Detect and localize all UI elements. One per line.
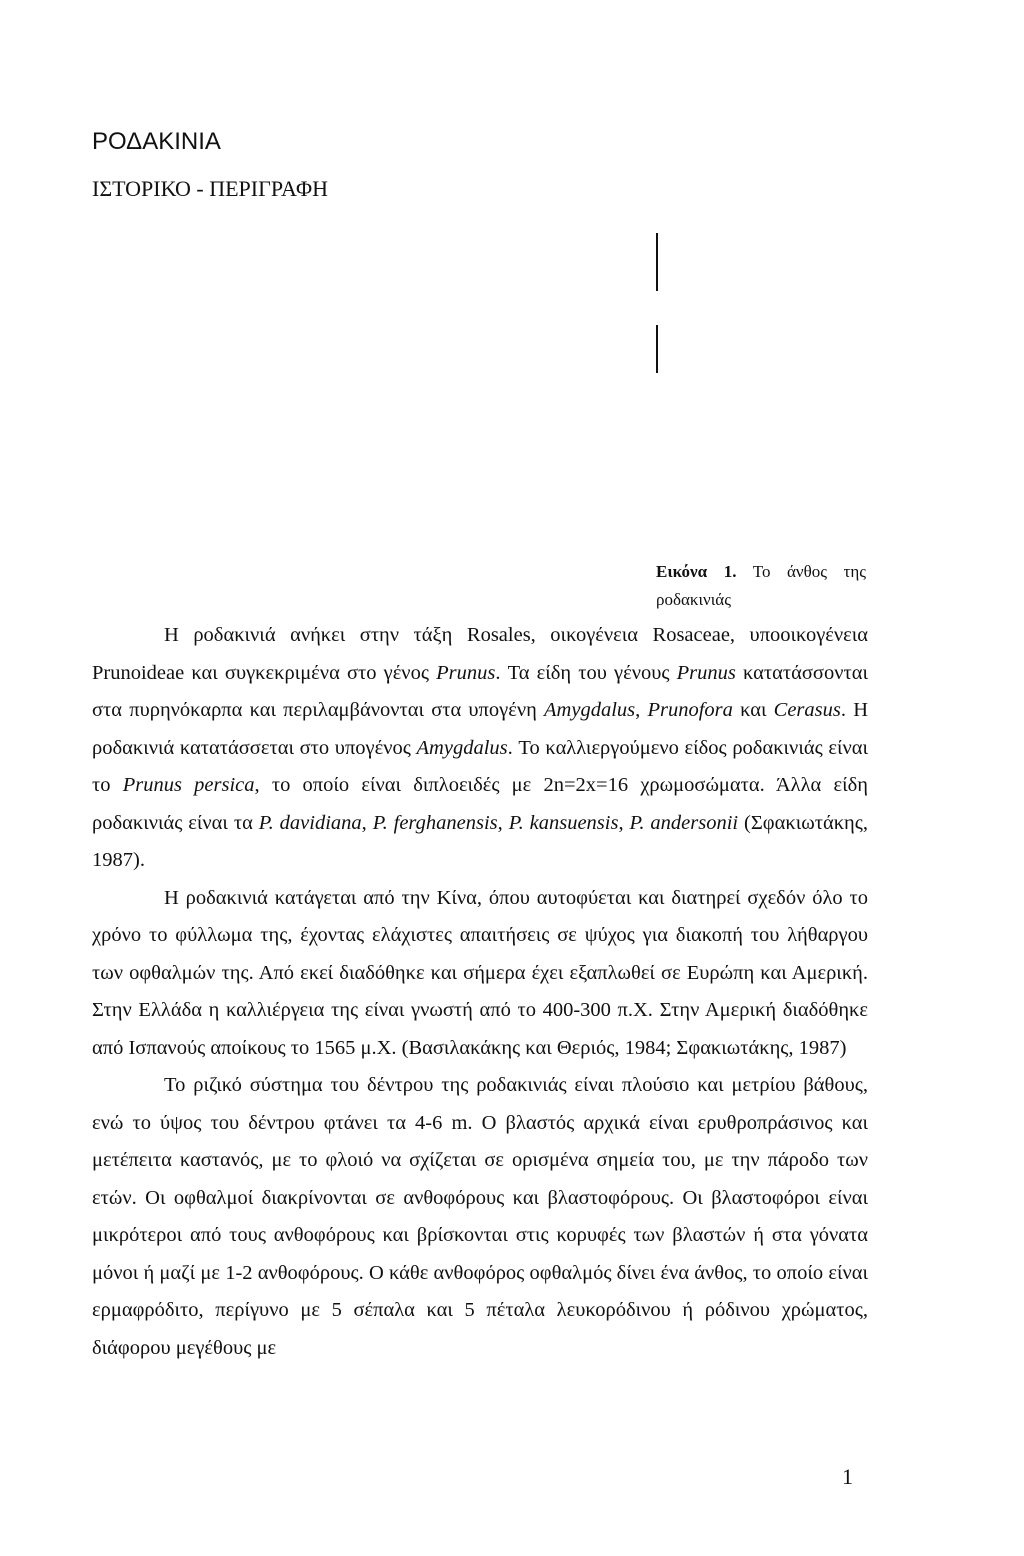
- paragraph-2: Η ροδακινιά κατάγεται από την Κίνα, όπου αυτοφύεται και διατηρεί σχεδόν όλο το χρόνο το φύλλωμα της, έχοντας ελάχιστες απαιτήσεις σε ψύχος για διακοπή του λήθαργου των οφθαλμών της. Από εκεί διαδόθηκε και σήμερα έχει εξαπλωθεί σε Ευρώπη και Αμερική. Στην Ελλάδα η καλλιέργεια της είναι γνωστή από το 400-300 π.Χ. Στην Αμερική διαδόθηκε από Ισπανούς αποίκους το 1565 μ.Χ. (Βασιλακάκης και Θεριός, 1984; Σφακιωτάκης, 1987): [92, 886, 868, 1059]
- body-text: [92, 617, 868, 1367]
- figure-caption-text: Το άνθος της ροδακινιάς: [656, 562, 866, 609]
- figure-mark-line: [656, 325, 658, 373]
- figure-mark-line: [656, 233, 658, 291]
- page-number: 1: [842, 1464, 853, 1489]
- section-subtitle: ΙΣΤΟΡΙΚΟ - ΠΕΡΙΓΡΑΦΗ: [92, 176, 329, 201]
- paragraph-1: Η ροδακινιά ανήκει στην τάξη Rosales, οικογένεια Rosaceae, υποοικογένεια Prunoideae και συγκεκριμένα στο γένος Prunus. Τα είδη του γένους Prunus κατατάσσονται στα πυρηνόκαρπα και περιλαμβάνονται στα υπογένη Amygdalus, Prunofora και Cerasus. Η ροδακινιά κατατάσσεται στο υπογένος Amygdalus. Το καλλιεργούμενο είδος ροδακινιάς είναι το Prunus persica, το οποίο είναι διπλοειδές με 2n=2x=16 χρωμοσώματα. Άλλα είδη ροδακινιάς είναι τα P. davidiana, P. ferghanensis, P. kansuensis, P. andersonii (Σφακιωτάκης, 1987).: [92, 624, 868, 871]
- figure-caption: [656, 558, 866, 614]
- figure-label: Εικόνα 1.: [656, 562, 737, 581]
- paragraph-3: Το ριζικό σύστημα του δέντρου της ροδακινιάς είναι πλούσιο και μετρίου βάθους, ενώ το ύψος του δέντρου φτάνει τα 4-6 m. Ο βλαστός αρχικά είναι ερυθροπράσινος και μετέπειτα καστανός, με το φλοιό να σχίζεται σε ορισμένα σημεία του, με την πάροδο των ετών. Οι οφθαλμοί διακρίνονται σε ανθοφόρους και βλαστοφόρους. Οι βλαστοφόροι είναι μικρότεροι από τους ανθοφόρους και βρίσκονται στις κορυφές των βλαστών ή στα γόνατα μόνοι ή μαζί με 1-2 ανθοφόρους. Ο κάθε ανθοφόρος οφθαλμός δίνει ένα άνθος, το οποίο είναι ερμαφρόδιτο, περίγυνο με 5 σέπαλα και 5 πέταλα λευκορόδινου ή ρόδινου χρώματος, διάφορου μεγέθους με: [92, 1074, 868, 1359]
- figure-image-placeholder: [620, 225, 880, 555]
- page-title: ΡΟΔΑΚΙΝΙΑ: [92, 128, 221, 155]
